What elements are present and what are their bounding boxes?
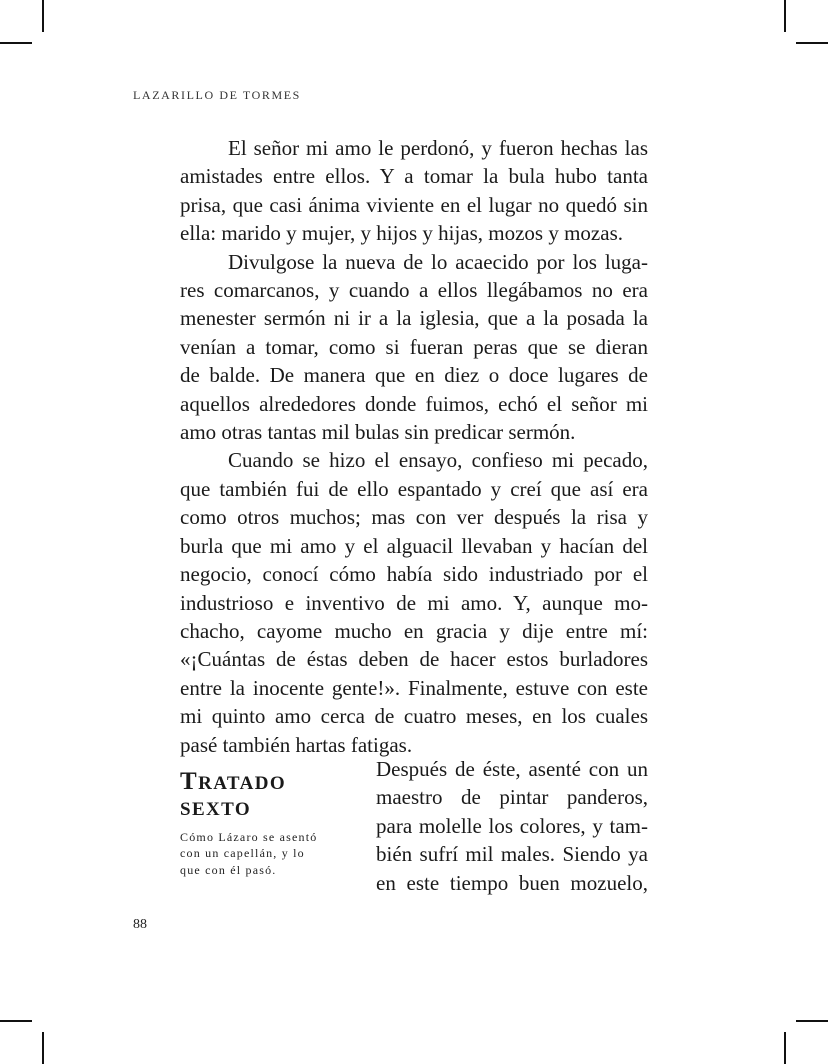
text-line: industrioso e inventivo de mi amo. Y, aunque mo- bbox=[180, 590, 648, 615]
text-line: Después de éste, asenté con un bbox=[376, 757, 648, 781]
text-line: pasé también hartas fatigas. bbox=[180, 732, 413, 757]
text-line: prisa, que casi ánima viviente en el lugar no quedó sin bbox=[180, 192, 648, 217]
summary-line: que con él pasó. bbox=[180, 862, 277, 877]
crop-mark-bottom-right-vertical bbox=[784, 1032, 786, 1064]
crop-mark-top-left-horizontal bbox=[0, 42, 32, 44]
crop-mark-top-left-vertical bbox=[42, 0, 44, 32]
summary-line: Cómo Lázaro se asentó bbox=[180, 830, 318, 844]
text-line: «¡Cuántas de éstas deben de hacer estos burladores bbox=[180, 647, 648, 672]
text-line: chacho, cayome mucho en gracia y dije entre mí: bbox=[180, 618, 648, 643]
text-line: maestro de pintar panderos, bbox=[376, 785, 648, 810]
running-head: LAZARILLO DE TORMES bbox=[133, 88, 301, 102]
crop-mark-top-right-horizontal bbox=[796, 42, 828, 44]
text-line: aquellos alrededores donde fuimos, echó el señor mi bbox=[180, 391, 648, 416]
crop-mark-top-right-vertical bbox=[784, 0, 786, 32]
crop-mark-bottom-left-horizontal bbox=[0, 1020, 32, 1022]
crop-mark-bottom-left-vertical bbox=[42, 1032, 44, 1064]
text-line: res comarcanos, y cuando a ellos llegábamos no era bbox=[180, 278, 648, 303]
chapter-title-initial: T bbox=[180, 768, 199, 795]
text-line: amistades entre ellos. Y a tomar la bula hubo tanta bbox=[180, 164, 648, 189]
text-line: Divulgose la nueva de lo acaecido por los luga- bbox=[228, 249, 648, 274]
text-line: entre la inocente gente!». Finalmente, estuve con este bbox=[180, 675, 648, 700]
chapter-summary bbox=[180, 829, 360, 878]
chapter-title-line2: SEXTO bbox=[180, 799, 252, 820]
chapter-opening-text bbox=[376, 755, 648, 897]
text-line: negocio, conocí cómo había sido industriado por el bbox=[180, 562, 648, 587]
page-number: 88 bbox=[133, 917, 147, 932]
text-line: mi quinto amo cerca de cuatro meses, en los cuales bbox=[180, 704, 648, 729]
chapter-heading-block bbox=[180, 769, 360, 878]
text-line: como otros muchos; mas con ver después la risa y bbox=[180, 505, 648, 530]
text-line: ella: marido y mujer, y hijos y hijas, mozos y mozas. bbox=[180, 221, 623, 246]
text-line: menester sermón ni ir a la iglesia, que a la posada la bbox=[180, 306, 648, 331]
text-line: para molelle los colores, y tam- bbox=[376, 813, 648, 838]
text-line: en este tiempo buen mozuelo, bbox=[376, 870, 648, 895]
body-text bbox=[180, 134, 648, 759]
text-line: venían a tomar, como si fueran peras que se dieran bbox=[180, 334, 648, 359]
text-line: de balde. De manera que en diez o doce lugares de bbox=[180, 363, 648, 388]
text-line: burla que mi amo y el alguacil llevaban y hacían del bbox=[180, 533, 648, 558]
chapter-title-line1: RATADO bbox=[198, 773, 286, 794]
crop-mark-bottom-right-horizontal bbox=[796, 1020, 828, 1022]
text-line: Cuando se hizo el ensayo, confieso mi pecado, bbox=[228, 448, 648, 473]
text-line: amo otras tantas mil bulas sin predicar sermón. bbox=[180, 420, 576, 445]
chapter-title bbox=[180, 769, 360, 823]
text-line: El señor mi amo le perdonó, y fueron hechas las bbox=[228, 136, 648, 160]
text-line: que también fui de ello espantado y creí que así era bbox=[180, 476, 648, 501]
text-line: bién sufrí mil males. Siendo ya bbox=[376, 842, 648, 867]
summary-line: con un capellán, y lo bbox=[180, 846, 305, 861]
